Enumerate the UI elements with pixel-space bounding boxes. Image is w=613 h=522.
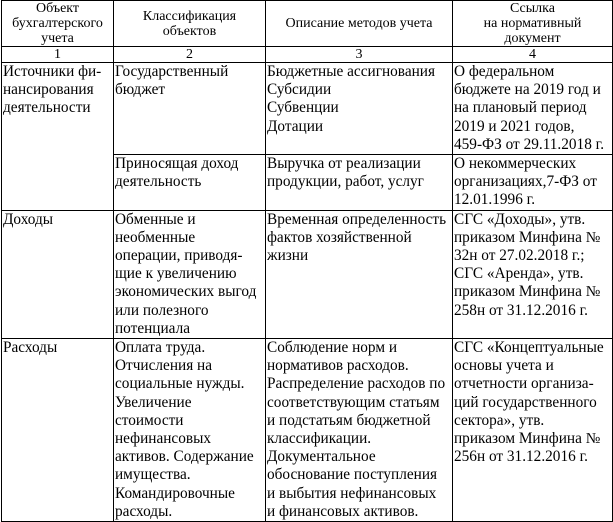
methods-cell: Соблюдение норм и нормативов расходов. Распределение расходов по соответствующим статьям и подстатьям бюджетной классификации. Документальное обоснование поступления и выбытия нефинансовых и финансовых активов. [266,339,453,522]
object-cell: Источники фи- нансирования деятельности [2,63,114,211]
column-number: 4 [453,47,613,63]
accounting-methods-table [1,0,613,522]
header-row [2,1,613,47]
classification-cell: Оплата труда. Отчисления на социальные нужды. Увеличение стоимости нефинансовых активов. Содержание имущества. Командировочные расходы. [114,339,266,522]
methods-cell: Бюджетные ассигнования Субсидии Субвенции Дотации [266,63,453,155]
table-row [2,63,613,155]
header-accounting-object: Объект бухгалтерского учета [2,1,114,47]
reference-cell: СГС «Доходы», утв. приказом Минфина № 32н от 27.02.2018 г.; СГС «Аренда», утв. приказом Минфина № 258н от 31.12.2016 г. [453,210,613,338]
column-number: 2 [114,47,266,63]
table-row [2,339,613,522]
reference-cell: О федеральном бюджете на 2019 год и на плановый период 2019 и 2021 годов, 459-ФЗ от 29.11.2018 г. [453,63,613,155]
classification-cell: Приносящая доход деятельность [114,155,266,211]
reference-cell: О некоммерческих организациях,7-ФЗ от 12.01.1996 г. [453,155,613,211]
column-number: 1 [2,47,114,63]
table-row [2,210,613,338]
column-number: 3 [266,47,453,63]
classification-cell: Государственный бюджет [114,63,266,155]
header-methods: Описание методов учета [266,1,453,47]
column-number-row [2,47,613,63]
header-reference: Ссылка на нормативный документ [453,1,613,47]
methods-cell: Выручка от реализации продукции, работ, услуг [266,155,453,211]
reference-cell: СГС «Концептуальные основы учета и отчетности организа- ций государственного сектора», утв. приказом Минфина № 256н от 31.12.2016 г. [453,339,613,522]
methods-cell: Временная определенность фактов хозяйственной жизни [266,210,453,338]
classification-cell: Обменные и необменные операции, приводя- щие к увеличению экономических выгод или полезного потенциала [114,210,266,338]
header-classification: Классификация объектов [114,1,266,47]
object-cell: Доходы [2,210,114,338]
object-cell: Расходы [2,339,114,522]
